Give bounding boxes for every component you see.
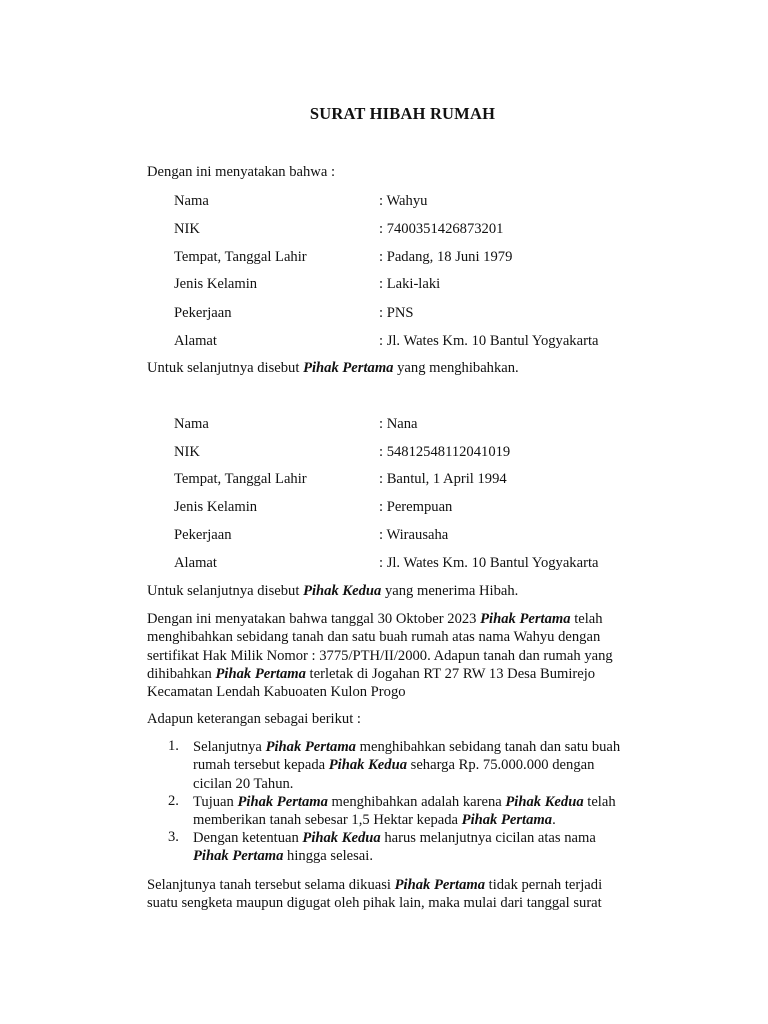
field-label: Tempat, Tanggal Lahir xyxy=(174,249,307,265)
text: . xyxy=(552,812,556,829)
field-label: Alamat xyxy=(174,333,217,349)
list-text xyxy=(193,793,663,830)
second-party-row xyxy=(0,555,768,575)
party-term: Pihak Pertama xyxy=(193,848,284,865)
first-party-row xyxy=(0,193,768,213)
text: Tujuan xyxy=(193,794,238,810)
field-value: : Jl. Wates Km. 10 Bantul Yogyakarta xyxy=(379,555,599,571)
text: tidak pernah terjadi xyxy=(485,877,603,893)
text: dihibahkan xyxy=(147,665,216,682)
party-term: Pihak Pertama xyxy=(215,665,306,682)
list-number: 1. xyxy=(168,738,179,754)
party-term: Pihak Pertama xyxy=(237,794,328,810)
first-party-row xyxy=(0,305,768,325)
list-line xyxy=(193,829,663,847)
field-label: Jenis Kelamin xyxy=(174,499,258,515)
party-term: Pihak Kedua xyxy=(328,757,407,774)
field-label: Nama xyxy=(174,193,209,209)
text: hingga selesai. xyxy=(283,848,373,865)
second-party-row xyxy=(0,527,768,547)
closing-paragraph xyxy=(147,876,657,913)
list-number: 3. xyxy=(168,829,179,845)
paragraph-line: Kecamatan Lendah Kabuoaten Kulon Progo xyxy=(147,684,406,701)
text: rumah tersebut kepada xyxy=(193,757,329,774)
field-label: Pekerjaan xyxy=(174,527,232,543)
text: telah xyxy=(583,794,616,810)
text: menghibahkan adalah karena xyxy=(327,794,506,810)
first-party-row xyxy=(0,249,768,269)
second-party-row xyxy=(0,499,768,519)
field-value: : Laki-laki xyxy=(379,276,441,292)
closing-text: yang menghibahkan. xyxy=(393,360,519,376)
party-term: Pihak Pertama xyxy=(480,611,571,627)
text: seharga Rp. 75.000.000 dengan xyxy=(407,757,595,774)
field-value: : Bantul, 1 April 1994 xyxy=(379,471,507,487)
second-party-row xyxy=(0,471,768,491)
field-value: : Jl. Wates Km. 10 Bantul Yogyakarta xyxy=(379,333,599,349)
field-label: Jenis Kelamin xyxy=(174,276,258,292)
closing-text: yang menerima Hibah. xyxy=(381,583,519,599)
party-term: Pihak Pertama xyxy=(265,739,356,755)
field-value: : Wirausaha xyxy=(379,527,449,543)
list-number: 2. xyxy=(168,793,179,809)
party-term: Pihak Kedua xyxy=(302,830,381,846)
field-value: : Padang, 18 Juni 1979 xyxy=(379,249,513,265)
paragraph-line: suatu sengketa maupun digugat oleh pihak lain, maka mulai dari tanggal surat xyxy=(147,895,602,912)
field-value: : Wahyu xyxy=(379,193,428,209)
field-value: : PNS xyxy=(379,305,414,321)
second-party-row xyxy=(0,416,768,436)
list-text xyxy=(193,829,663,866)
statement-paragraph xyxy=(147,610,657,701)
list-line: cicilan 20 Tahun. xyxy=(193,775,294,792)
party-term: Pihak Pertama xyxy=(461,812,553,829)
field-label: Pekerjaan xyxy=(174,305,232,321)
party-term: Pihak Kedua xyxy=(303,583,382,599)
closing-text: Untuk selanjutnya disebut xyxy=(147,360,304,376)
field-label: NIK xyxy=(174,221,200,237)
paragraph-line xyxy=(147,876,657,894)
first-party-row xyxy=(0,333,768,353)
second-party-row xyxy=(0,444,768,464)
party-term: Pihak Pertama xyxy=(394,877,486,893)
field-label: Alamat xyxy=(174,555,217,571)
field-label: Nama xyxy=(174,416,209,432)
closing-text: Untuk selanjutnya disebut xyxy=(147,583,304,599)
paragraph-line: sertifikat Hak Milik Nomor : 3775/PTH/II/2000. Adapun tanah dan rumah yang xyxy=(147,647,613,664)
text: telah xyxy=(570,611,603,627)
party-term: Pihak Kedua xyxy=(505,794,584,810)
text: terletak di Jogahan RT 27 RW 13 Desa Bumirejo xyxy=(305,665,596,682)
paragraph-line xyxy=(147,610,657,628)
list-text xyxy=(193,738,663,793)
first-party-row xyxy=(0,221,768,241)
text: Dengan ini menyatakan bahwa tanggal 30 Oktober 2023 xyxy=(147,611,481,627)
text: Selanjutnya xyxy=(193,739,266,755)
first-party-closing xyxy=(147,360,519,377)
document-title: SURAT HIBAH RUMAH xyxy=(309,104,496,123)
field-value: : 54812548112041019 xyxy=(379,444,511,460)
field-value: : Perempuan xyxy=(379,499,453,515)
second-party-closing xyxy=(147,583,518,600)
field-label: Tempat, Tanggal Lahir xyxy=(174,471,307,487)
text: memberikan tanah sebesar 1,5 Hektar kepada xyxy=(193,812,462,829)
field-value: : Nana xyxy=(379,416,418,432)
paragraph-line: menghibahkan sebidang tanah dan satu buah rumah atas nama Wahyu dengan xyxy=(147,629,601,646)
paragraph-line xyxy=(147,665,657,683)
field-value: : 7400351426873201 xyxy=(379,221,504,237)
text: Selanjtunya tanah tersebut selama dikuasi xyxy=(147,877,395,893)
text: menghibahkan sebidang tanah dan satu buah xyxy=(355,739,621,755)
intro-text: Dengan ini menyatakan bahwa : xyxy=(147,164,336,180)
field-label: NIK xyxy=(174,444,200,460)
first-party-row xyxy=(0,276,768,296)
list-line xyxy=(193,756,663,774)
details-intro: Adapun keterangan sebagai berikut : xyxy=(147,711,361,727)
text: Dengan ketentuan xyxy=(193,830,303,846)
list-line xyxy=(193,847,663,865)
list-line xyxy=(193,738,663,756)
list-line xyxy=(193,811,663,829)
text: harus melanjutnya cicilan atas nama xyxy=(380,830,596,846)
list-line xyxy=(193,793,663,811)
party-term: Pihak Pertama xyxy=(303,360,394,376)
